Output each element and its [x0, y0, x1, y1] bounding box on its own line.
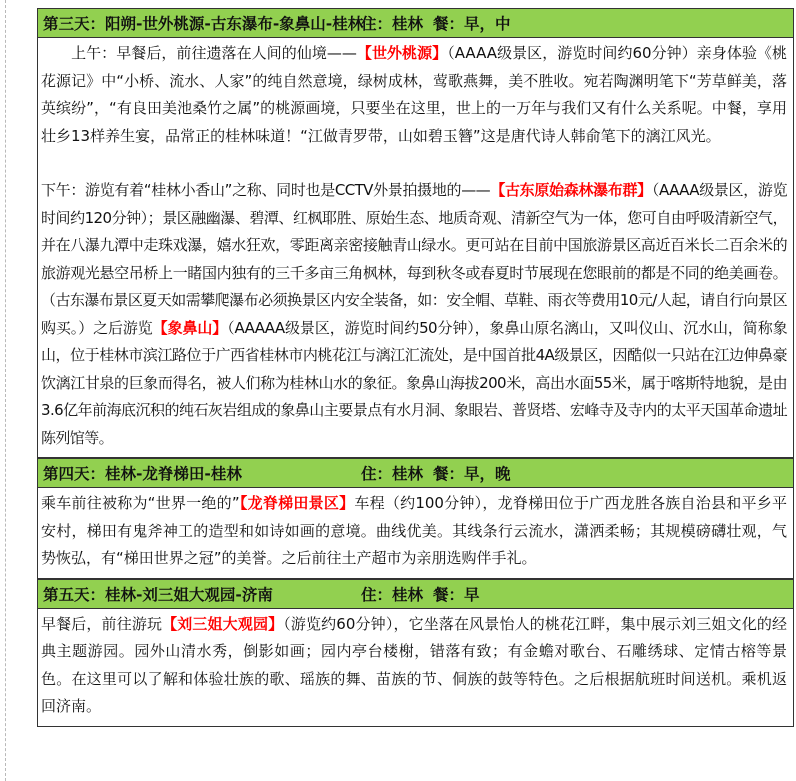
day4-lead: 乘车前往被称为“世界一绝的” — [41, 494, 240, 512]
day3-morning-spot: 【世外桃源】 — [356, 44, 448, 62]
itinerary-table — [37, 8, 794, 727]
day3-afternoon-spot1: 【古东原始森林瀑布群】 — [490, 181, 652, 199]
day5-lead: 早餐后，前往游玩 — [41, 614, 163, 633]
day3-header — [37, 8, 794, 38]
day5-stay: 住：桂林 — [361, 585, 424, 604]
day4-content — [37, 488, 794, 579]
day3-afternoon-mid: （AAAA级景区，游览时间约120分钟）；景区融幽瀑、碧潭、红枫耶胜、原始生态、地质奇观、清新空气为一体，您可自由呼吸清新空气，并在八瀑九潭中走珠戏瀑，嬉水狂欢，零距离亲密接触青山绿水。更可站在目前中国旅游景区高近百米长二百余米的旅游观光悬空吊桥上一睹国内独有的三千多亩三角枫林，每到秋冬或春夏时节展现在您眼前的都是不同的绝美画卷。（古东瀑布景区夏天如需攀爬瀑布必须换景区内安全装备，如：安全帽、草鞋、雨衣等费用10元/人起，请自行向景区购买。）之后游览 — [41, 181, 788, 337]
day5-paragraph — [41, 611, 787, 721]
day3-title: 第三天：阳朔-世外桃源-古东瀑布-象鼻山-桂林 — [43, 15, 364, 33]
day4-spot: 【龙脊梯田景区】 — [239, 494, 355, 512]
day3-morning-rest: （AAAA级景区，游览时间约60分钟）亲身体验《桃花源记》中“小桥、流水、人家”的纯自然意境，绿树成林，莺歌燕舞，美不胜收。宛若陶渊明笔下“芳草鲜美，落英缤纷”，“有良田美池桑竹之属”的桃源画境，只要坐在这里，世上的一万年与我们又有什么关系呢。中餐，享用壮乡13样养生宴，品常正的桂林味道！“江做青罗带，山如碧玉簪”这是唐代诗人韩俞笔下的漓江风光。 — [41, 44, 787, 145]
day3-stay: 住：桂林 — [361, 15, 424, 33]
day4-header — [37, 458, 794, 488]
day3-morning-lead: 上午：早餐后，前往遗落在人间的仙境—— — [41, 44, 357, 62]
day5-header — [37, 579, 794, 609]
day5-spot: 【刘三姐大观园】 — [162, 614, 284, 633]
paragraph-gap — [41, 150, 787, 177]
day3-content — [37, 38, 794, 458]
day3-afternoon-lead: 下午：游览有着“桂林小香山”之称、同时也是CCTV外景拍摄地的—— — [41, 181, 491, 199]
day3-afternoon-spot2: 【象鼻山】 — [152, 318, 228, 337]
day4-paragraph — [41, 490, 787, 573]
day4-title: 第四天：桂林-龙脊梯田-桂林 — [43, 465, 242, 483]
day4-stay: 住：桂林 — [361, 465, 424, 483]
day4-meal: 餐：早，晚 — [433, 465, 511, 483]
day3-morning-paragraph — [41, 40, 787, 150]
day5-meal: 餐：早 — [433, 585, 480, 604]
day5-title: 第五天：桂林-刘三姐大观园-济南 — [43, 585, 273, 604]
page-margin-guide — [5, 0, 6, 781]
day5-rest: （游览约60分钟），它坐落在风景怡人的桃花江畔，集中展示刘三姐文化的经典主题游园。园外山清水秀，倒影如画；园内亭台楼榭，错落有致；有金蟾对歌台、石雕绣球、定情古榕等景色。在这里可以了解和体验壮族的歌、瑶族的舞、苗族的节、侗族的鼓等特色。之后根据航班时间送机。乘机返回济南。 — [41, 614, 787, 715]
day3-afternoon-paragraph — [41, 177, 787, 452]
day5-content — [37, 609, 794, 727]
day3-meal: 餐：早，中 — [433, 15, 511, 33]
day3-afternoon-rest: （AAAAA级景区，游览时间约50分钟），象鼻山原名漓山，又叫仪山、沉水山，简称象山，位于桂林市滨江路位于广西省桂林市内桃花江与漓江汇流处，是中国首批4A级景区，因酷似一只站在江边伸鼻豪饮漓江甘泉的巨象而得名，被人们称为桂林山水的象征。象鼻山海拔200米，高出水面55米，属于喀斯特地貌，是由3.6亿年前海底沉积的纯石灰岩组成的象鼻山主要景点有水月洞、象眼岩、普贤塔、宏峰寺及寺内的太平天国革命遗址陈列馆等。 — [41, 318, 787, 447]
day4-rest: 车程（约100分钟），龙脊梯田位于广西龙胜各族自治县和平乡平安村，梯田有鬼斧神工的造型和如诗如画的意境。曲线优美。其线条行云流水，潇洒柔畅；其规模磅礴壮观，气势恢弘，有“梯田世界之冠”的美誉。之后前往土产超市为亲朋选购伴手礼。 — [41, 494, 787, 567]
